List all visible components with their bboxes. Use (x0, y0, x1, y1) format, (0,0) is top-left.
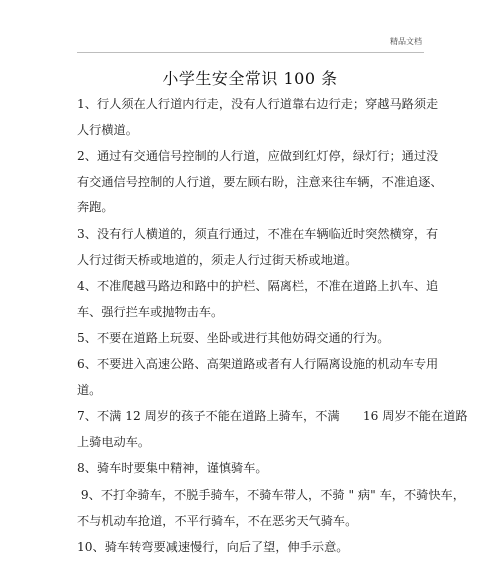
watermark-text: 精品文档 (390, 37, 422, 46)
body-line: 5、不要在道路上玩耍、坐卧或进行其他妨碍交通的行为。 (77, 331, 390, 345)
body-line: 1、行人须在人行道内行走，没有人行道靠右边行走；穿越马路须走 (77, 97, 439, 111)
body-line: 人行横道。 (77, 123, 138, 137)
body-line: 上骑电动车。 (77, 435, 151, 449)
header-divider (77, 52, 424, 53)
body-line: 9、不打伞骑车，不脱手骑车，不骑车带人，不骑 " 病" 车，不骑快车， (77, 488, 465, 502)
body-line: 7、不满 12 周岁的孩子不能在道路上骑车，不满 16 周岁不能在道路 (77, 409, 468, 423)
body-line: 4、不准爬越马路边和路中的护栏、隔离栏，不准在道路上扒车、追 (77, 279, 439, 293)
body-line: 10、骑车转弯要减速慢行，向后了望，伸手示意。 (77, 540, 349, 554)
body-line: 3、没有行人横道的，须直行通过，不准在车辆临近时突然横穿，有 (77, 227, 439, 241)
body-line: 奔跑。 (77, 200, 114, 214)
body-line: 2、通过有交通信号控制的人行道，应做到红灯停，绿灯行；通过没 (77, 149, 439, 163)
body-line: 道。 (77, 383, 102, 397)
document-title: 小学生安全常识 100 条 (162, 69, 338, 88)
body-line: 不与机动车抢道，不平行骑车，不在恶劣天气骑车。 (77, 514, 358, 528)
body-line: 有交通信号控制的人行道，要左顾右盼，注意来往车辆，不准追逐、 (77, 175, 443, 189)
body-line: 人行过街天桥或地道的，须走人行过街天桥或地道。 (77, 253, 358, 267)
body-line: 6、不要进入高速公路、高架道路或者有人行隔离设施的机动车专用 (77, 357, 439, 371)
body-line: 8、骑车时要集中精神，谨慎骑车。 (77, 461, 268, 475)
body-line: 车、强行拦车或抛物击车。 (77, 305, 224, 319)
